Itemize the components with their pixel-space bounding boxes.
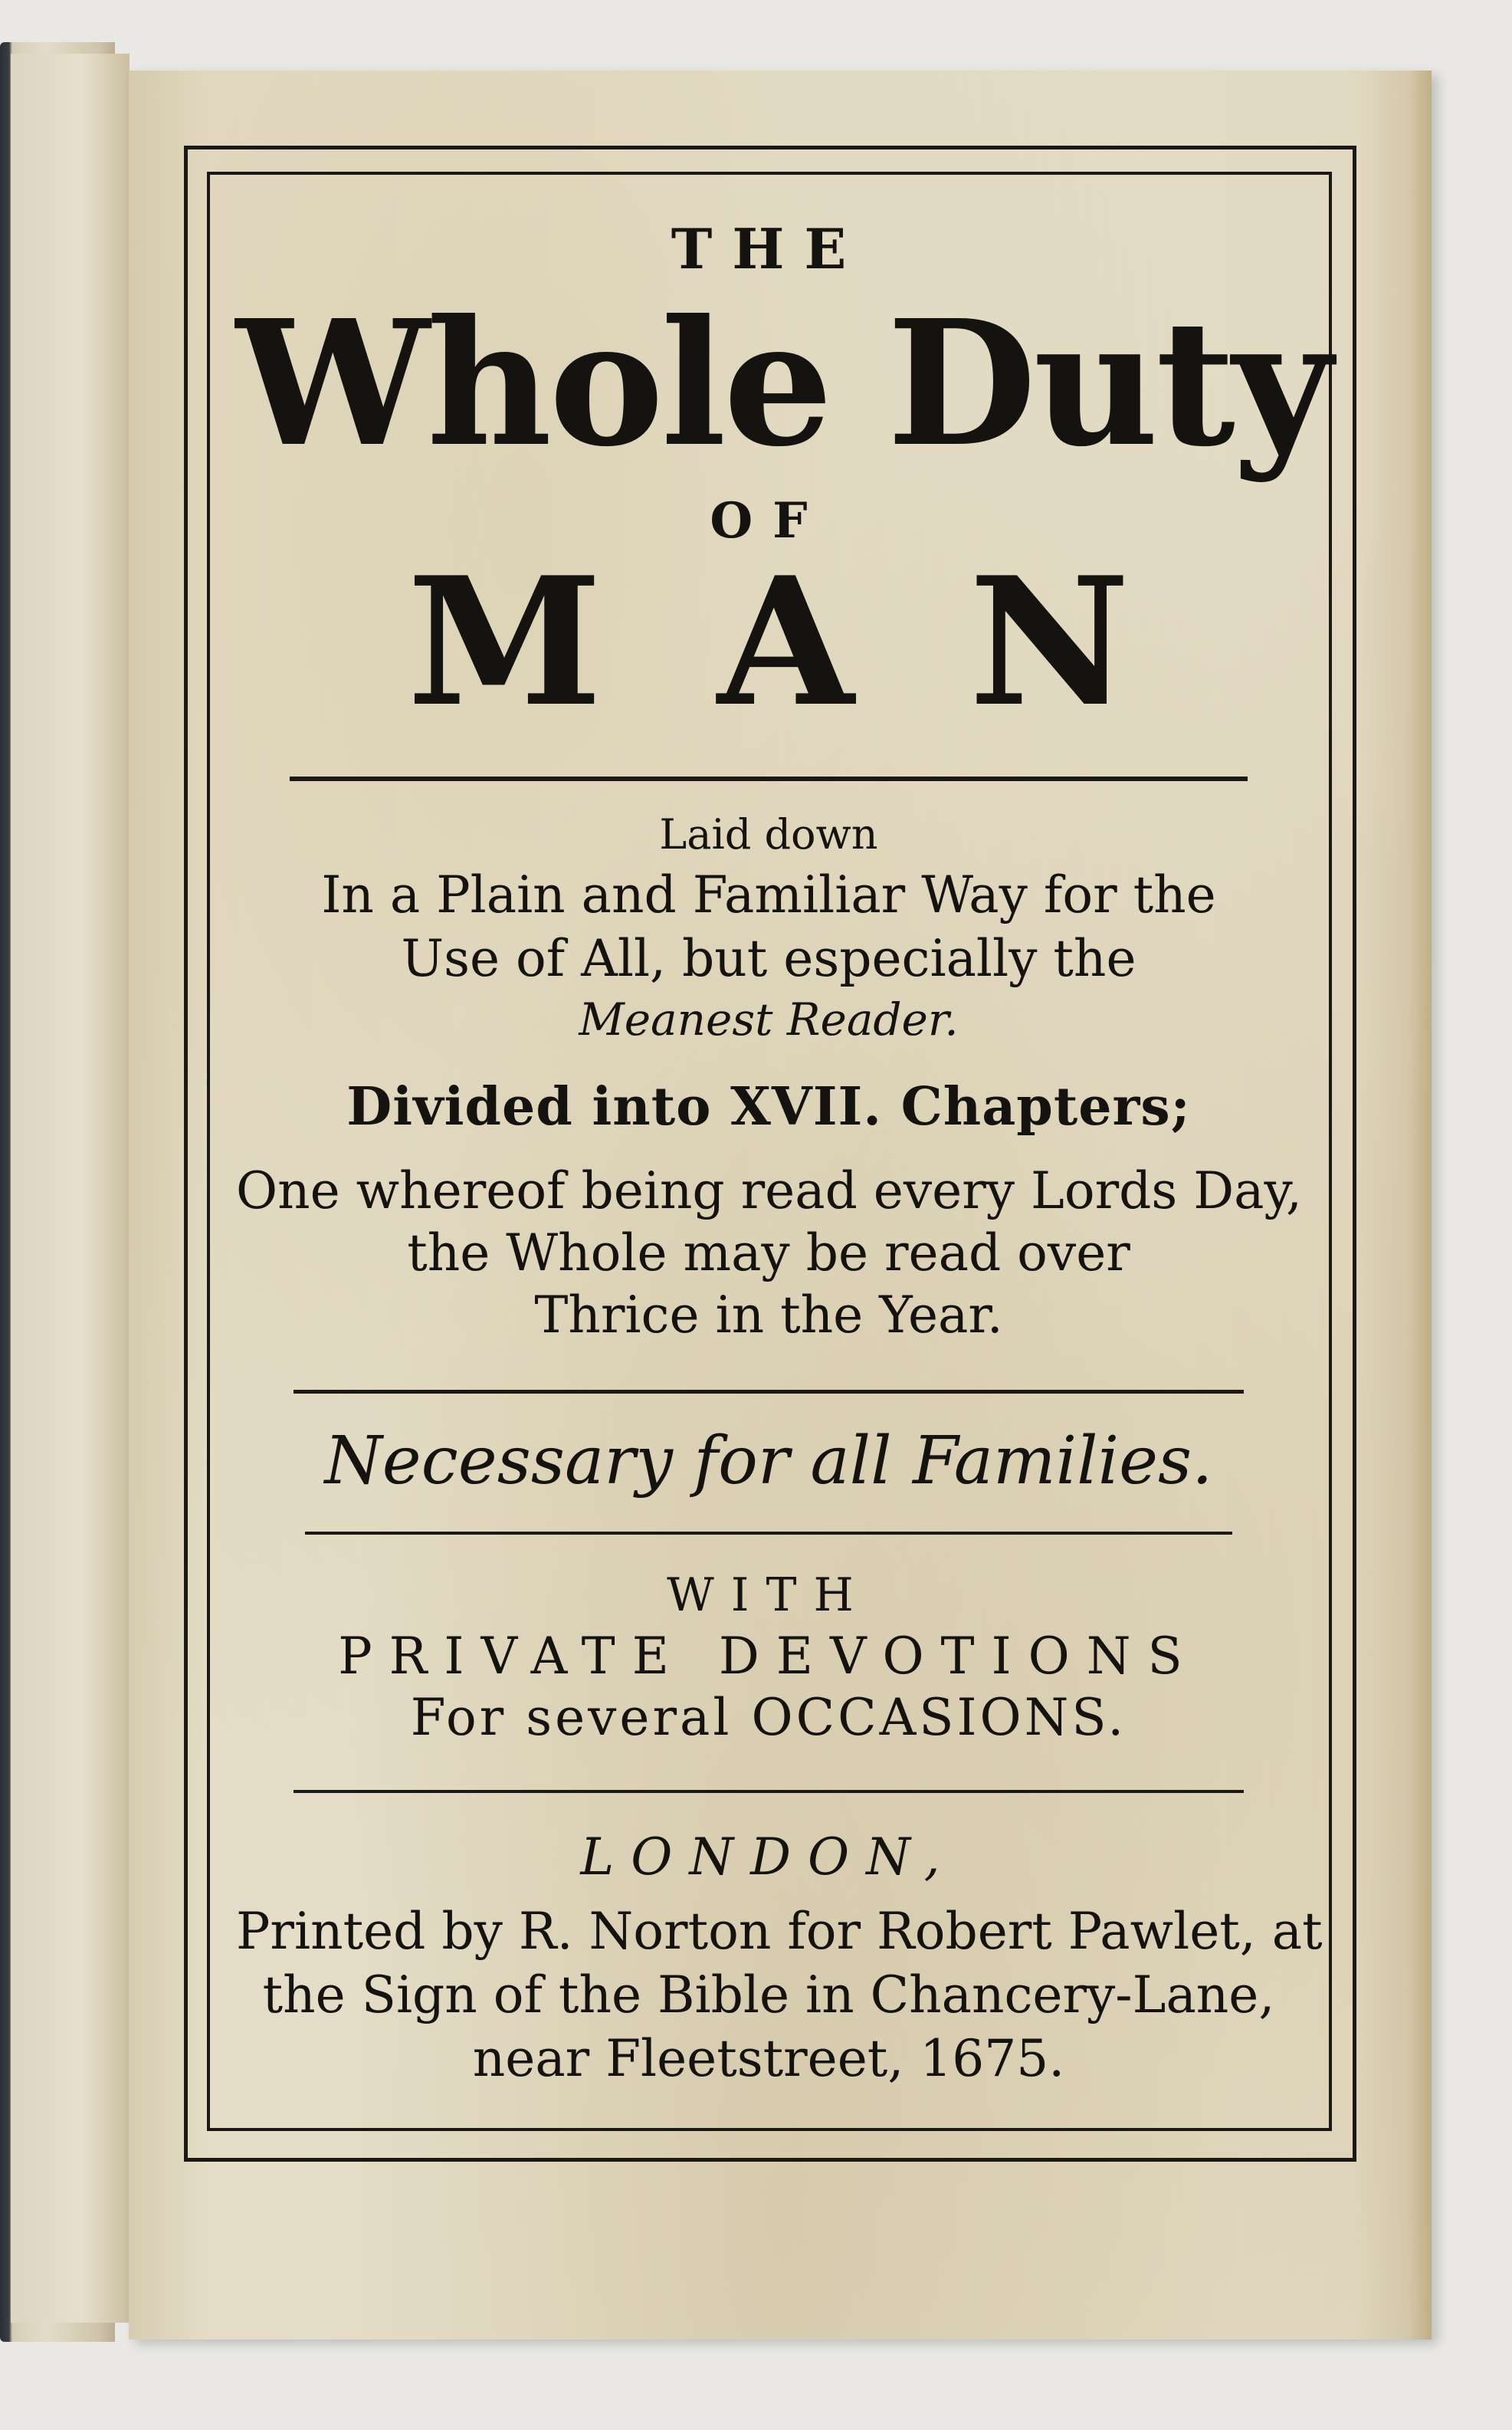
london: LONDON, <box>580 1827 957 1887</box>
reading-line-1: One whereof being read every Lords Day, <box>236 1161 1302 1220</box>
title-page-text <box>236 193 1330 2110</box>
main-title: Whole Duty <box>236 283 1330 485</box>
with-heading: WITH <box>667 1568 871 1623</box>
reading-line-3: Thrice in the Year. <box>534 1286 1003 1345</box>
subtitle-line-1: In a Plain and Familiar Way for the <box>321 865 1216 924</box>
divided-chapters: Divided into XVII. Chapters; <box>346 1075 1191 1138</box>
rule-3 <box>305 1532 1232 1535</box>
the-heading: THE <box>671 216 867 281</box>
rule-4 <box>294 1790 1244 1793</box>
man-heading: MAN <box>407 539 1245 746</box>
of-heading: OF <box>710 492 828 550</box>
imprint-line-2: the Sign of the Bible in Chancery-Lane, <box>262 1965 1275 2024</box>
imprint-line-3: near Fleetstreet, 1675. <box>472 2029 1065 2089</box>
several-occasions: For several OCCASIONS. <box>410 1688 1127 1748</box>
page-edge-shading <box>1409 71 1432 2340</box>
necessary-for-families: Necessary for all Families. <box>324 1423 1213 1500</box>
imprint-line-1: Printed by R. Norton for Robert Pawlet, at <box>236 1901 1323 1961</box>
reading-line-2: the Whole may be read over <box>407 1223 1130 1282</box>
rule-2 <box>294 1390 1244 1394</box>
left-page-edge <box>11 54 130 2323</box>
subtitle-line-2: Use of All, but especially the <box>401 928 1136 988</box>
subtitle-line-3: Meanest Reader. <box>579 993 959 1046</box>
title-page <box>129 71 1432 2340</box>
laid-down: Laid down <box>659 810 878 859</box>
rule-1 <box>290 777 1248 781</box>
private-devotions: PRIVATE DEVOTIONS <box>338 1627 1199 1686</box>
